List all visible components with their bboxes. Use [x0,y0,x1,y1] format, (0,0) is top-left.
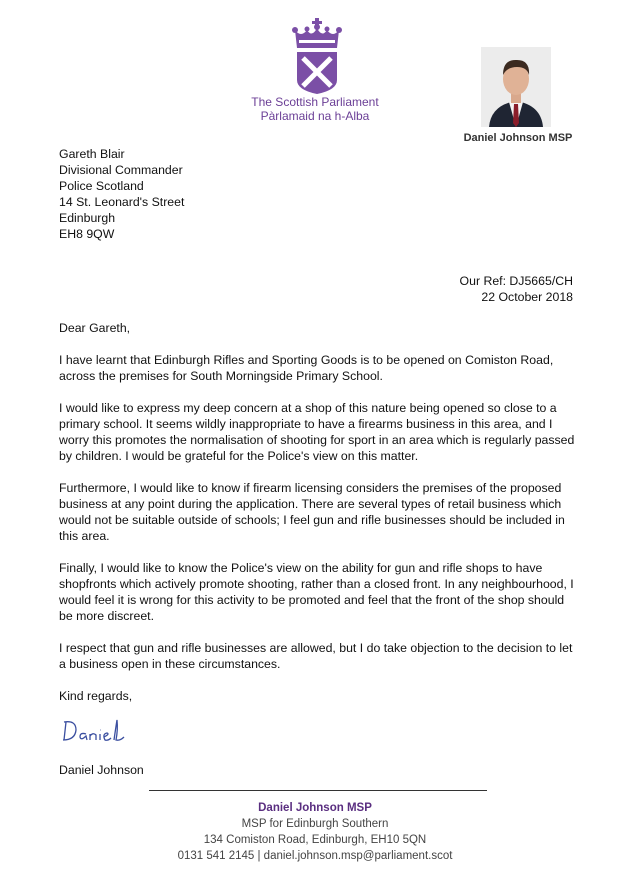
footer-name: Daniel Johnson MSP [258,802,372,814]
scottish-parliament-crest-icon [291,18,343,96]
signer-name: Daniel Johnson [59,763,144,777]
footer [140,800,490,864]
parliament-name-english: The Scottish Parliament [251,95,379,109]
paragraph: Furthermore, I would like to know if firearm licensing considers the premises of the proposed business at any point during the application. There are several types of retail business which would not be suitable outside of schools; I feel gun and rifle businesses should be included in this area. [59,481,565,543]
paragraph: I have learnt that Edinburgh Rifles and Sporting Goods is to be opened on Comiston Road, across the premises for South Morningside Primary School. [59,353,554,383]
recipient-city: Edinburgh [59,211,116,225]
recipient-organisation: Police Scotland [59,179,144,193]
footer-contact: 0131 541 2145 | daniel.johnson.msp@parliament.scot [177,850,453,862]
parliament-name [245,95,385,123]
handwritten-signature [60,716,140,746]
recipient-postcode: EH8 9QW [59,227,115,241]
reference-block [460,273,573,305]
letter-body [59,320,579,720]
mp-name-header: Daniel Johnson MSP [463,132,573,144]
footer-address: 134 Comiston Road, Edinburgh, EH10 5QN [203,834,427,846]
footer-divider [149,790,487,791]
parliament-name-gaelic: Pàrlamaid na h-Alba [260,109,370,123]
recipient-address [59,146,184,242]
footer-role: MSP for Edinburgh Southern [241,818,389,830]
paragraph: Finally, I would like to know the Police's view on the ability for gun and rifle shops to have shopfronts which actively promote shooting, rather than a closed front. In any neighbourhood, I would feel it is wrong for this activity to be promoted and feel that the front of the shop should be more discreet. [59,561,574,623]
recipient-name: Gareth Blair [59,147,125,161]
mp-portrait [481,47,551,127]
paragraph: I respect that gun and rifle businesses are allowed, but I do take objection to the decision to let a business open in these circumstances. [59,641,573,671]
paragraph: I would like to express my deep concern at a shop of this nature being opened so close to a primary school. It seems wildly inappropriate to have a firearms business in this area, and I worry this promotes the normalisation of shooting for sport in an area which is regularly passed by children. I would be grateful for the Police's view on this matter. [59,401,575,463]
our-reference: Our Ref: DJ5665/CH [459,274,573,288]
letter-date: 22 October 2018 [481,290,573,304]
recipient-title: Divisional Commander [59,163,183,177]
closing: Kind regards, [59,689,133,703]
recipient-street: 14 St. Leonard's Street [59,195,185,209]
salutation: Dear Gareth, [59,321,131,335]
